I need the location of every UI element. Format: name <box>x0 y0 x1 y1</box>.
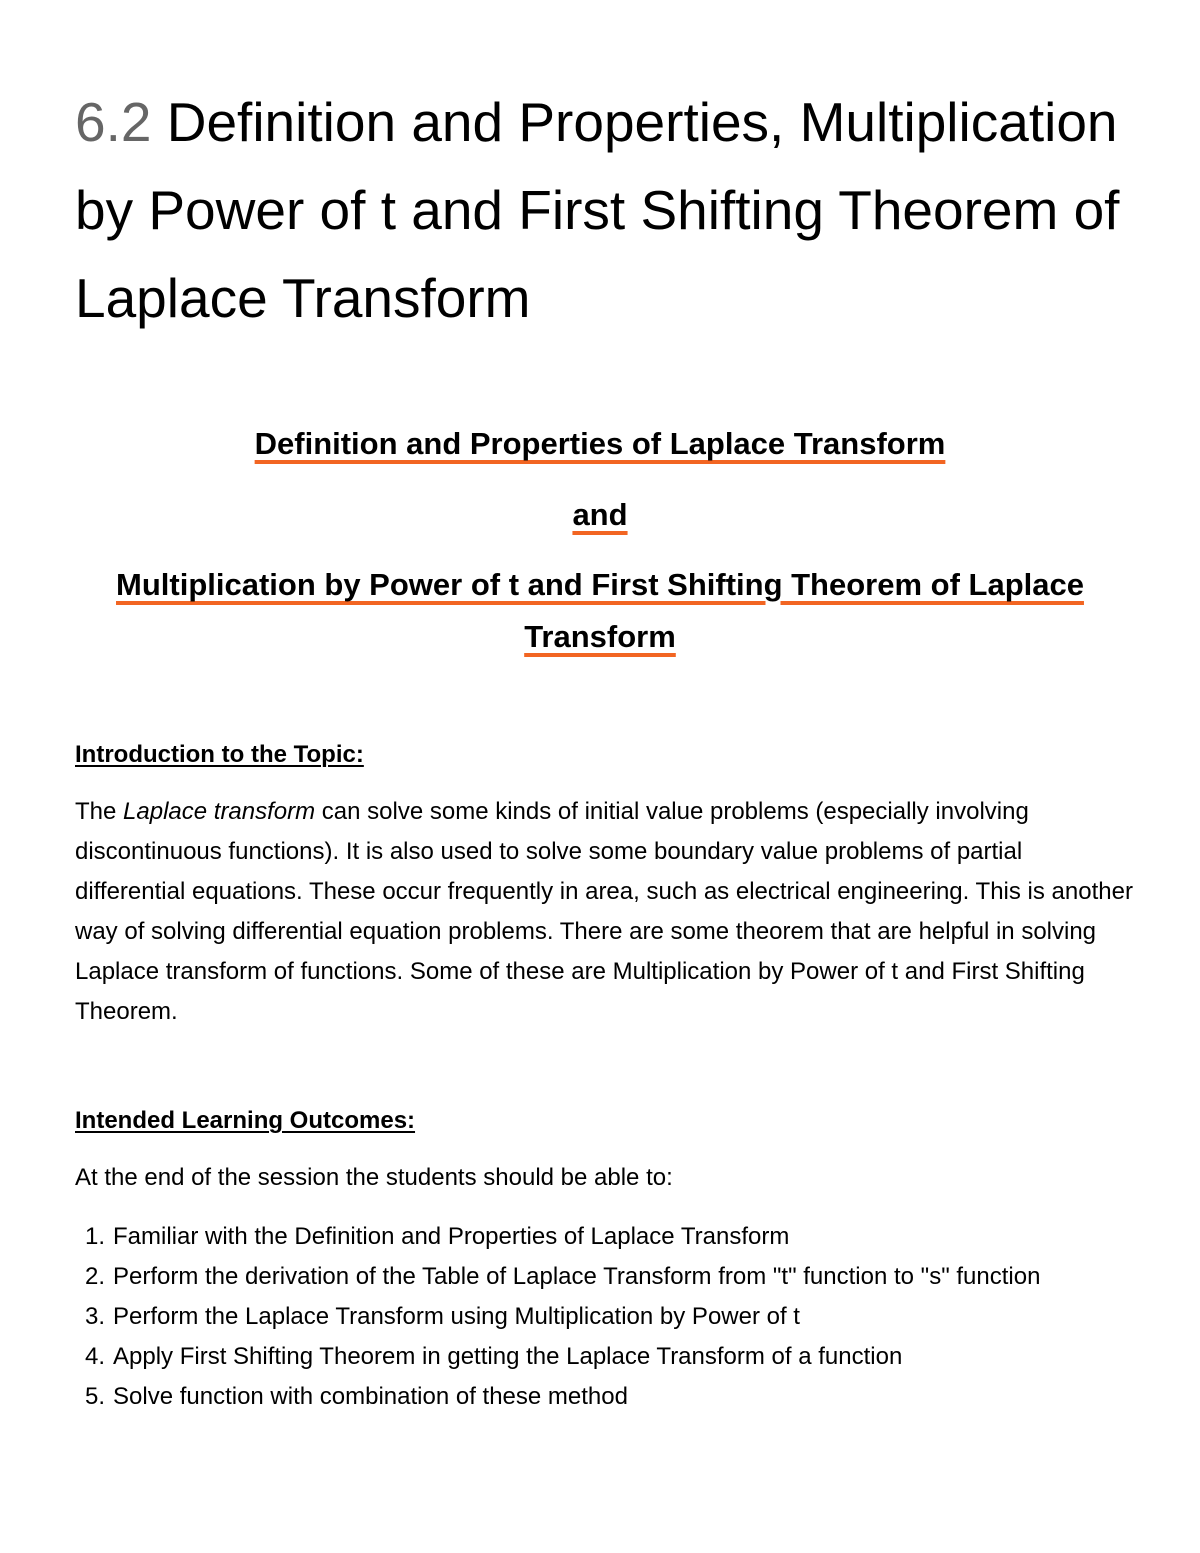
outcomes-heading: Intended Learning Outcomes: <box>75 1107 416 1134</box>
intro-lead: The <box>75 798 124 825</box>
outcomes-list <box>75 1217 1135 1417</box>
subtitle-block <box>0 418 1200 470</box>
title-text: Definition and Properties, Multiplication by Power of t and First Shifting Theorem of Laplace Transform <box>75 91 1120 329</box>
list-text: Familiar with the Definition and Properties of Laplace Transform <box>113 1223 790 1250</box>
subtitle-line-2: and <box>572 497 628 532</box>
list-text: Apply First Shifting Theorem in getting the Laplace Transform of a function <box>113 1343 903 1370</box>
subtitle-block-2 <box>100 559 1100 663</box>
section-number: 6.2 <box>75 91 152 153</box>
subtitle-line-1: Definition and Properties of Laplace Transform <box>254 426 946 461</box>
list-text: Perform the derivation of the Table of Laplace Transform from "t" function to "s" function <box>113 1263 1041 1290</box>
introduction-paragraph <box>75 792 1135 1032</box>
list-number: 5. <box>85 1383 106 1410</box>
list-number: 1. <box>85 1223 106 1250</box>
subtitle-connector-block <box>0 489 1200 541</box>
list-number: 3. <box>85 1303 106 1330</box>
list-number: 2. <box>85 1263 106 1290</box>
outcomes-intro: At the end of the session the students should be able to: <box>75 1164 673 1191</box>
list-item <box>75 1217 1135 1257</box>
list-number: 4. <box>85 1343 106 1370</box>
list-text: Perform the Laplace Transform using Multiplication by Power of t <box>113 1303 800 1330</box>
subtitle-line-3: Multiplication by Power of t and First Shifting Theorem of Laplace Transform <box>116 567 1084 654</box>
list-item <box>75 1297 1135 1337</box>
intro-italic-term: Laplace transform <box>123 798 316 825</box>
page-title <box>75 78 1155 342</box>
introduction-heading: Introduction to the Topic: <box>75 741 364 768</box>
intro-body: can solve some kinds of initial value problems (especially involving discontinuous functions). It is also used to solve some boundary value problems of partial differential equations. These occur frequently in area, such as electrical engineering. This is another way of solving differential equation problems. There are some theorem that are helpful in solving Laplace transform of functions. Some of these are Multiplication by Power of t and First Shifting Theorem. <box>75 798 1133 1025</box>
list-text: Solve function with combination of these method <box>113 1383 628 1410</box>
list-item <box>75 1257 1135 1297</box>
list-item <box>75 1377 1135 1417</box>
list-item <box>75 1337 1135 1377</box>
